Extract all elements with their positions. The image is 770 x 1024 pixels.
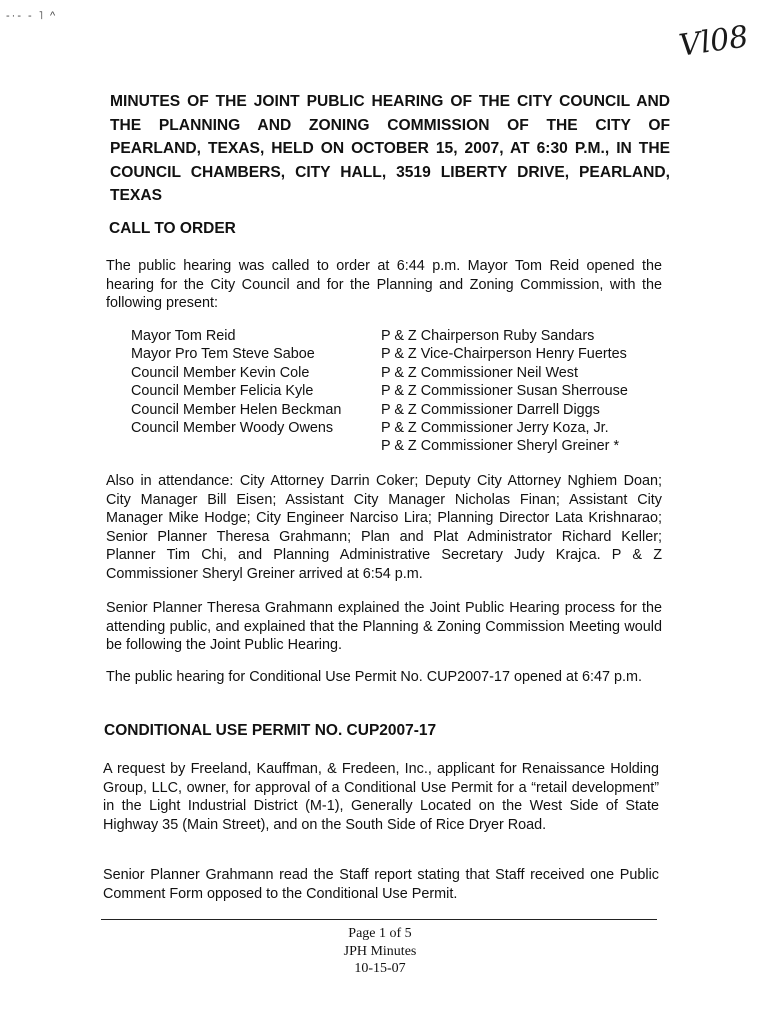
- council-attendee: Mayor Tom Reid: [131, 328, 236, 344]
- commission-attendee: P & Z Commissioner Sheryl Greiner *: [381, 438, 620, 455]
- call-to-order-heading: CALL TO ORDER: [109, 220, 236, 237]
- council-attendee: Council Member Kevin Cole: [131, 364, 310, 381]
- page-number: Page 1 of 5: [348, 926, 412, 941]
- council-attendee: Council Member Woody Owens: [131, 420, 334, 437]
- attendee-list: [131, 327, 671, 456]
- commission-attendees: [381, 327, 671, 456]
- commission-attendee: P & Z Commissioner Jerry Koza, Jr.: [381, 420, 609, 437]
- also-in-attendance-paragraph: Also in attendance: City Attorney Darrin Coker; Deputy City Attorney Nghiem Doan; City Manager Bill Eisen; Assistant City Manager Nicholas Finan; Assistant City Manager Mike Hodge; City Engineer Narciso Lira; Planning Director Lata Krishnarao; Senior Planner Theresa Grahmann; Plan and Plat Administrator Richard Keller; Planner Tim Chi, and Planning Administrative Secretary Judy Krajca. P & Z Commissioner Sheryl Greiner arrived at 6:54 p.m.: [106, 473, 662, 582]
- footer-divider: [101, 919, 657, 920]
- commission-attendee: P & Z Commissioner Susan Sherrouse: [381, 383, 628, 400]
- explanation-paragraph: Senior Planner Theresa Grahmann explained the Joint Public Hearing process for the attending public, and explained that the Planning & Zoning Commission Meeting would be following the Joint Public Hearing.: [106, 600, 662, 654]
- commission-attendee: P & Z Vice-Chairperson Henry Fuertes: [381, 346, 627, 363]
- commission-attendee: P & Z Chairperson Ruby Sandars: [381, 328, 595, 344]
- staff-report-paragraph: Senior Planner Grahmann read the Staff report stating that Staff received one Public Comment Form opposed to the Conditional Use Permit.: [103, 867, 659, 902]
- document-date: 10-15-07: [354, 961, 406, 976]
- council-attendee: Council Member Helen Beckman: [131, 401, 342, 418]
- cup-request-paragraph: A request by Freeland, Kauffman, & Fredeen, Inc., applicant for Renaissance Holding Group, LLC, owner, for approval of a Conditional Use Permit for a “retail development” in the Light Industrial District (M-1), Generally Located on the West Side of State Highway 35 (Main Street), and on the South Side of Rice Dryer Road.: [103, 761, 659, 833]
- commission-attendee: P & Z Commissioner Neil West: [381, 364, 578, 381]
- handwritten-annotation: Vl08: [676, 19, 751, 64]
- council-attendees: [131, 327, 381, 456]
- commission-attendee: P & Z Commissioner Darrell Diggs: [381, 401, 600, 418]
- call-to-order-paragraph: The public hearing was called to order at 6:44 p.m. Mayor Tom Reid opened the hearing for the City Council and for the Planning and Zoning Commission, with the following present:: [106, 258, 662, 312]
- document-label: JPH Minutes: [343, 943, 417, 959]
- hearing-opened-paragraph: The public hearing for Conditional Use Permit No. CUP2007-17 opened at 6:47 p.m.: [106, 669, 642, 685]
- document-title: MINUTES OF THE JOINT PUBLIC HEARING OF THE CITY COUNCIL AND THE PLANNING AND ZONING COMMISSION OF THE CITY OF PEARLAND, TEXAS, HELD ON OCTOBER 15, 2007, AT 6:30 P.M., IN THE COUNCIL CHAMBERS, CITY HALL, 3519 LIBERTY DRIVE, PEARLAND, TEXAS: [110, 93, 670, 205]
- cup-heading: CONDITIONAL USE PERMIT NO. CUP2007-17: [104, 722, 437, 739]
- scan-artifact-mark: -·‐ ‑ ˥ ^: [6, 10, 58, 22]
- page-footer: [300, 925, 460, 978]
- council-attendee: Council Member Felicia Kyle: [131, 383, 314, 400]
- council-attendee: Mayor Pro Tem Steve Saboe: [131, 346, 315, 363]
